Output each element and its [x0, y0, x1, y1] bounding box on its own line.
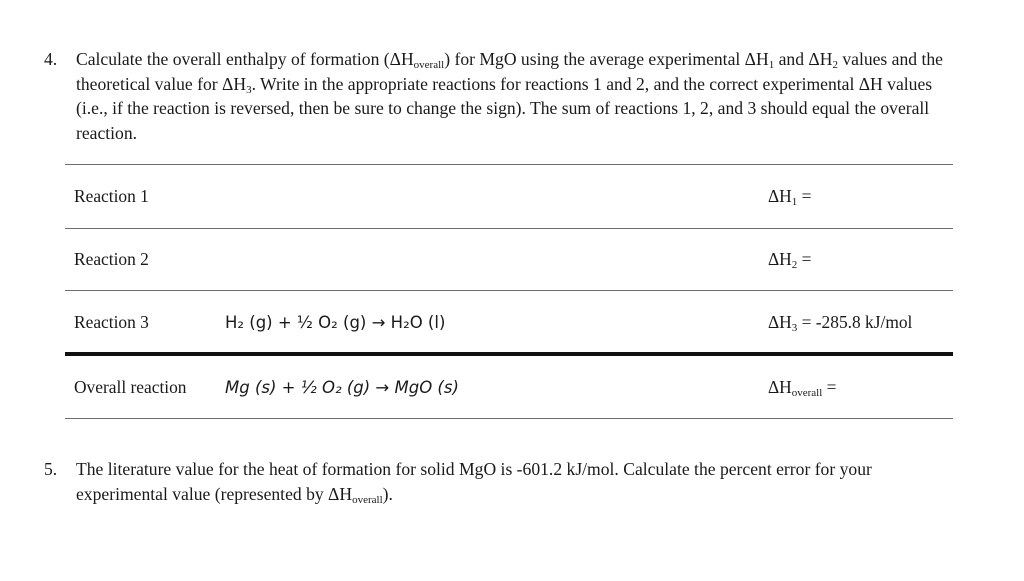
question-4 — [44, 47, 959, 145]
delta-h-2-field[interactable]: $\Delta H_2$ = — [768, 249, 812, 271]
row-label: Overall reaction — [74, 377, 187, 397]
delta-h-3-value: $\Delta H_3 = -285.8$ kJ/mol — [768, 312, 913, 334]
question-5 — [44, 457, 959, 506]
row-label: Reaction 1 — [74, 186, 149, 206]
question-4-text: Calculate the overall enthalpy of formation $(\Delta H_{overall})$ for MgO using the average experimental $\Delta H_1$ and $\Delta H_2$ values and the theoretical value for $\Delta H_3$. Write in the appropriate reactions for reactions 1 and 2, and the correct experimental ΔH values (i.e., if the reaction is reversed, then be sure to change the sign). The sum of reactions 1, 2, and 3 should equal the overall reaction. — [76, 49, 943, 143]
reaction-3-equation: H₂ (g) + ½ O₂ (g) → H₂O (l) — [225, 313, 446, 332]
table-divider-thick — [65, 352, 953, 356]
table-divider — [65, 228, 953, 229]
table-divider — [65, 290, 953, 291]
row-label: Reaction 3 — [74, 312, 149, 332]
question-5-text: The literature value for the heat of formation for solid MgO is -601.2 kJ/mol. Calculate the percent error for your experimental value (represented by $\Delta H_{overall}$). — [76, 459, 872, 506]
overall-reaction-equation: Mg (s) + ½ O₂ (g) → MgO (s) — [225, 378, 459, 397]
table-divider — [65, 418, 953, 419]
row-label: Reaction 2 — [74, 249, 149, 269]
question-number: 5. — [44, 459, 58, 479]
table-divider — [65, 164, 953, 165]
question-number: 4. — [44, 49, 58, 69]
delta-h-1-field[interactable]: $\Delta H_1$ = — [768, 186, 812, 208]
delta-h-overall-field[interactable]: $\Delta H_{overall}$ = — [768, 377, 837, 399]
